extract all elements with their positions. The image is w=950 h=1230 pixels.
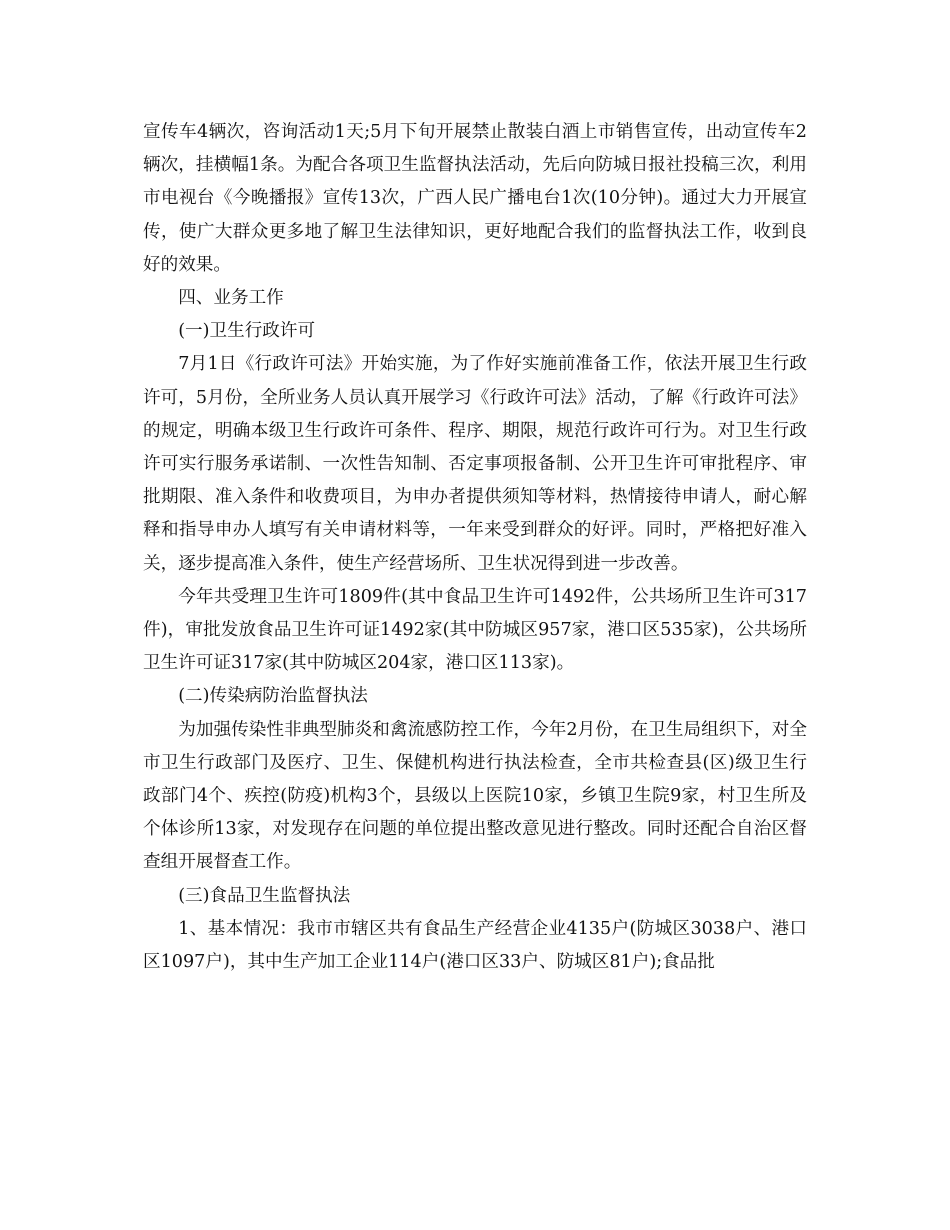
subsection-heading-food-hygiene: (三)食品卫生监督执法 <box>178 885 351 906</box>
paragraph-licensing-stats: 今年共受理卫生许可1809件(其中食品卫生许可1492件，公共场所卫生许可317件)，审批发放食品卫生许可证1492家(其中防城区957家，港口区535家)，公共场所卫生许可证317家(其中防城区204家，港口区113家)。 <box>143 586 807 674</box>
paragraph-infectious-disease: 为加强传染性非典型肺炎和禽流感防控工作，今年2月份，在卫生局组织下，对全市卫生行政部门及医疗、卫生、保健机构进行执法检查，全市共检查县(区)级卫生行政部门4个、疾控(防疫)机构3个，县级以上医院10家，乡镇卫生院9家，村卫生所及个体诊所13家，对发现存在问题的单位提出整改意见进行整改。同时还配合自治区督查组开展督查工作。 <box>143 719 807 873</box>
paragraph-food-hygiene-basics: 1、基本情况：我市市辖区共有食品生产经营企业4135户(防城区3038户、港口区1097户)，其中生产加工企业114户(港口区33户、防城区81户);食品批 <box>143 918 807 973</box>
paragraph-continued-publicity: 宣传车4辆次，咨询活动1天;5月下旬开展禁止散装白酒上市销售宣传，出动宣传车2辆次，挂横幅1条。为配合各项卫生监督执法活动，先后向防城日报社投稿三次，利用市电视台《今晚播报》宣传13次，广西人民广播电台1次(10分钟)。通过大力开展宣传，使广大群众更多地了解卫生法律知识，更好地配合我们的监督执法工作，收到良好的效果。 <box>143 122 807 275</box>
paragraph-licensing-law: 7月1日《行政许可法》开始实施，为了作好实施前准备工作，依法开展卫生行政许可，5月份，全所业务人员认真开展学习《行政许可法》活动，了解《行政许可法》的规定，明确本级卫生行政许可条件、程序、期限，规范行政许可行为。对卫生行政许可实行服务承诺制、一次性告知制、否定事项报备制、公开卫生许可审批程序、审批期限、准入条件和收费项目，为申办者提供须知等材料，热情接待申请人，耐心解释和指导申办人填写有关申请材料等，一年来受到群众的好评。同时，严格把好准入关，逐步提高准入条件，使生产经营场所、卫生状况得到进一步改善。 <box>143 354 807 574</box>
subsection-heading-infectious-disease: (二)传染病防治监督执法 <box>178 686 368 707</box>
section-heading-business-work: 四、业务工作 <box>178 288 284 309</box>
document-body <box>143 116 807 979</box>
subsection-heading-health-licensing: (一)卫生行政许可 <box>178 321 316 342</box>
